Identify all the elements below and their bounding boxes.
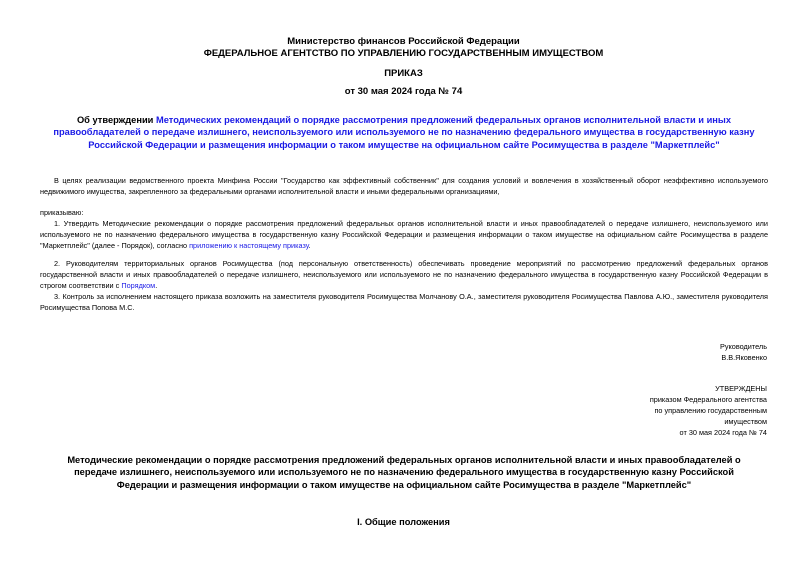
order-word: приказываю: [40, 208, 84, 217]
title-prefix: Об утверждении [76, 115, 156, 125]
title-link[interactable]: Методических рекомендаций о порядке рассмотрения предложений федеральных органов исполнительной власти и иных правообладателей о передаче излишнего, неиспользуемого или используемого не по назначению федерального имущества в государственную казну Российской Федерации и размещения информации о таком имуществе на официальном сайте Росимущества в разделе "Маркетплейс" [53, 115, 755, 150]
signature-name: В.В.Яковенко [721, 353, 767, 362]
order-link[interactable]: Порядком [121, 281, 156, 291]
agency-name: ФЕДЕРАЛЬНОЕ АГЕНТСТВО ПО УПРАВЛЕНИЮ ГОСУДАРСТВЕННЫМ ИМУЩЕСТВОМ [203, 48, 604, 59]
item-3-paragraph: 3. Контроль за исполнением настоящего приказа возложить на заместителя руководителя Росимущества Молчанову О.А., заместителя руководителя Росимущества Павлова А.Ю., заместителя руководителя Росимущества Попова М.С. [40, 292, 768, 313]
ministry-name: Министерство финансов Российской Федерации [287, 36, 520, 47]
intro-paragraph: В целях реализации ведомственного проекта Минфина России "Государство как эффективный собственник" для создания условий и вовлечения в хозяйственный оборот неэффективно используемого недвижимого имущества, закрепленного за федеральными органами исполнительной власти и иными федеральными организациями, [40, 176, 768, 197]
approval-line-1: УТВЕРЖДЕНЫ [715, 384, 767, 393]
approval-line-2: приказом Федерального агентства [649, 395, 767, 404]
approval-line-3: по управлению государственным [654, 406, 767, 415]
item-2-text: 2. Руководителям территориальных органов Росимущества (под персональную ответственность) обеспечивать проведение мероприятий по рассмотрению предложений федеральных органов государственной власти и иных правообладателей о передаче излишнего, неиспользуемого или используемого не по назначению федерального имущества в государственную казну Российской Федерации в строгом соответствии с [40, 259, 768, 291]
item-1-text: 1. Утвердить Методические рекомендации о порядке рассмотрения предложений федеральных органов исполнительной власти и иных правообладателей о передаче излишнего, неиспользуемого или используемого не по назначению федерального имущества в государственную казну Российской Федерации и размещения информации о таком имуществе на официальном сайте Росимущества в разделе "Маркетплейс" (далее - Порядок), согласно [40, 219, 768, 251]
signature-role: Руководитель [719, 342, 767, 351]
item-1-period: . [308, 241, 311, 251]
item-2-period: . [155, 281, 158, 291]
approval-line-5: от 30 мая 2024 года № 74 [679, 428, 767, 437]
document-type: ПРИКАЗ [384, 68, 423, 79]
approval-line-4: имуществом [724, 417, 767, 426]
item-2-paragraph [40, 258, 768, 292]
item-1-paragraph [40, 218, 768, 252]
document-title [40, 114, 768, 151]
document-date-number: от 30 мая 2024 года № 74 [344, 86, 463, 97]
appendix-title: Методические рекомендации о порядке рассмотрения предложений федеральных органов исполнительной власти и иных правообладателей о передаче излишнего, неиспользуемого или используемого не по назначению федерального имущества в государственную казну Российской Федерации и размещения информации о таком имуществе на официальном сайте Росимущества в разделе "Маркетплейс" [67, 455, 741, 490]
appendix-link[interactable]: приложению к настоящему приказу [189, 241, 309, 251]
section-heading: I. Общие положения [357, 517, 450, 527]
